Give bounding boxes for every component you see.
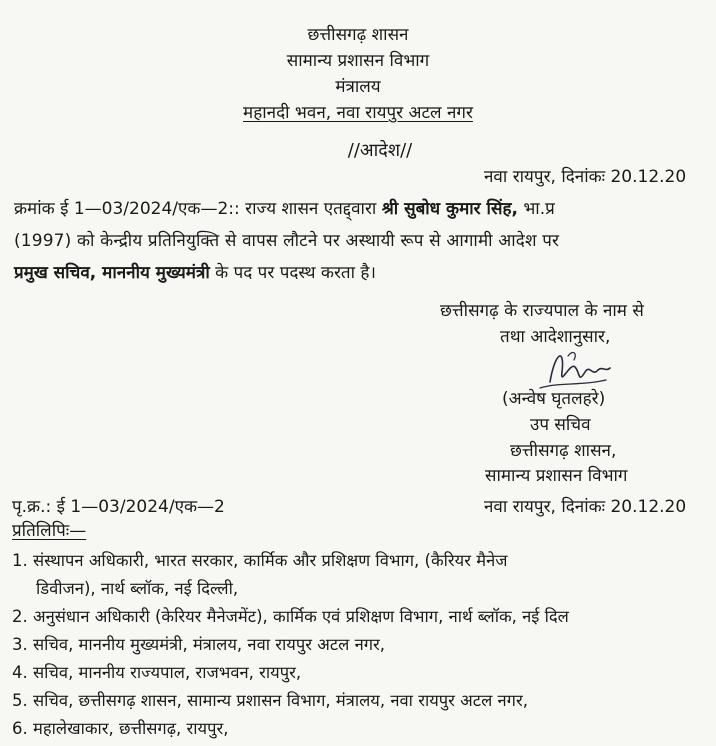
header-address: महानदी भवन, नवा रायपुर अटल नगर	[243, 103, 473, 123]
order-line-2: (1997) को केन्द्रीय प्रतिनियुक्ति से वापस लौटने पर अस्थायी रूप से आगामी आदेश पर	[14, 231, 560, 251]
header-dept: सामान्य प्रशासन विभाग	[286, 51, 430, 71]
signatory-name: (अन्वेष घृतलहरे)	[502, 389, 606, 409]
copy-list-item-1-cont: डिवीजन), नार्थ ब्लॉक, नई दिल्ली,	[36, 579, 239, 598]
order-line1-tail: भा.प्र	[517, 199, 555, 219]
signatory-designation: उप सचिव	[530, 415, 591, 435]
authority-line-2: तथा आदेशानुसार,	[500, 327, 611, 347]
header-govt: छत्तीसगढ़ शासन	[307, 25, 409, 45]
endorsement-reference: पृ.क्र.: ई 1—03/2024/एक—2	[12, 497, 225, 517]
endorsement-place-date: नवा रायपुर, दिनांकः 20.12.20	[484, 497, 687, 517]
copy-list-item-5: 5. सचिव, छत्तीसगढ़ शासन, सामान्य प्रशासन विभाग, मंत्रालय, नवा रायपुर अटल नगर,	[12, 691, 528, 710]
authority-line-1: छत्तीसगढ़ के राज्यपाल के नाम से	[440, 301, 644, 321]
order-line-1	[14, 196, 555, 219]
copy-list-item-6: 6. महालेखाकार, छत्तीसगढ़, रायपुर,	[12, 719, 229, 738]
order-line-3	[14, 260, 376, 283]
signatory-govt: छत्तीसगढ़ शासन,	[510, 441, 617, 461]
copy-list-item-3: 3. सचिव, माननीय मुख्यमंत्री, मंत्रालय, नवा रायपुर अटल नगर,	[12, 635, 386, 654]
order-line3-tail: के पद पर पदस्थ करता है।	[209, 263, 376, 283]
order-place-date: नवा रायपुर, दिनांकः 20.12.20	[484, 167, 687, 187]
signatory-dept: सामान्य प्रशासन विभाग	[485, 466, 628, 486]
copy-to-label: प्रतिलिपिः—	[12, 521, 87, 541]
copy-list-item-1: 1. संस्थापन अधिकारी, भारत सरकार, कार्मिक और प्रशिक्षण विभाग, (कैरियर मैनेज	[12, 551, 508, 570]
copy-list-item-4: 4. सचिव, माननीय राज्यपाल, राजभवन, रायपुर,	[12, 663, 302, 682]
copy-list-item-2: 2. अनुसंधान अधिकारी (केरियर मैनेजमेंट), कार्मिक एवं प्रशिक्षण विभाग, नार्थ ब्लॉक, नई दिल	[12, 607, 569, 626]
officer-name: श्री सुबोध कुमार सिंह,	[381, 199, 518, 219]
header-office: मंत्रालय	[335, 77, 381, 97]
order-title: //आदेश//	[347, 140, 413, 161]
order-reference: क्रमांक ई 1—03/2024/एक—2::	[14, 199, 240, 219]
order-line1-text: राज्य शासन एतद्द्वारा	[239, 199, 382, 219]
posting-designation: प्रमुख सचिव, माननीय मुख्यमंत्री	[14, 263, 210, 283]
